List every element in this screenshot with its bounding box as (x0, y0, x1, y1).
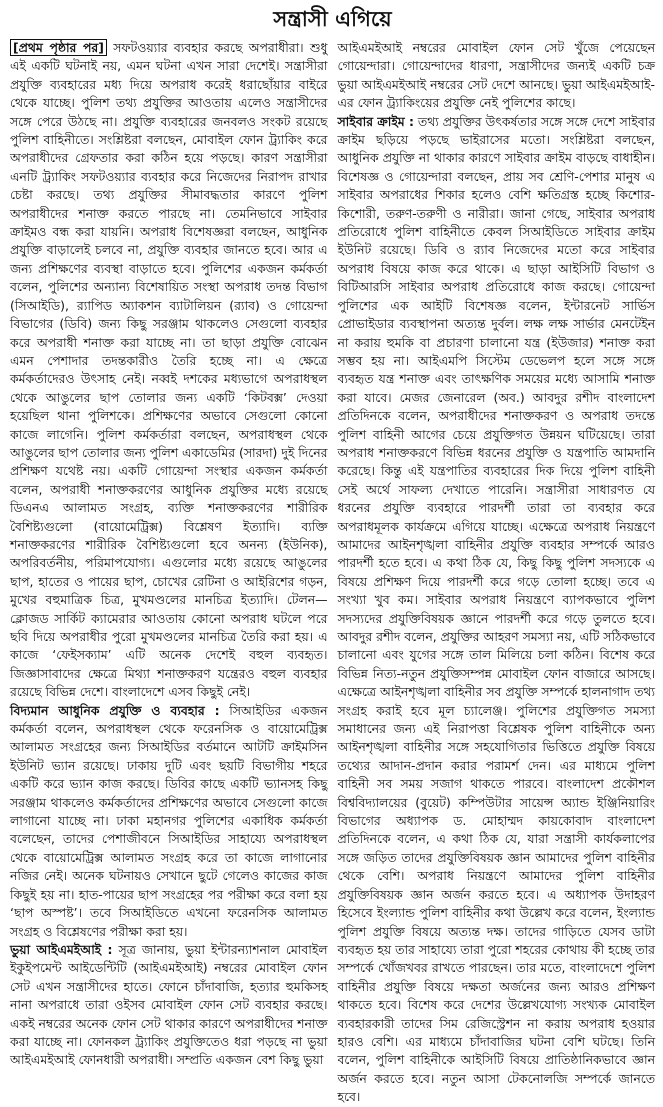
section-subhead: বিদ্যমান আধুনিক প্রযুক্তি ও ব্যবহার : (10, 702, 220, 718)
left-column (10, 39, 328, 1068)
article-columns (10, 39, 656, 1105)
section-subhead: সাইবার ক্রাইম : (337, 113, 414, 129)
headline: সন্ত্রাসী এগিয়ে (273, 7, 392, 31)
paragraph (338, 113, 656, 1107)
paragraph (10, 39, 328, 702)
right-column (337, 39, 656, 1105)
paragraph (10, 941, 328, 1070)
paragraph (338, 39, 656, 113)
paragraph-text: সিআইডির একজন কর্মকর্তা বলেন, অপরাধস্থল থেকে ফরেনসিক ও বায়োমেট্রিক্স আলামত সংগ্রহের জন্য সিআইডির বর্তমানে আটটি ক্রাইমসিন ইউনিট ভ্যান রয়েছে। ঢাকায় দুটি এবং ছয়টি বিভাগীয় শহরে একটি করে ভ্যান কাজ করছে। ডিবির কাছে একটি ভ্যানসহ কিছু সরঞ্জাম থাকলেও কর্মকর্তাদের প্রশিক্ষণের অভাবে সেগুলো কাজে লাগানো যাচ্ছে না। ঢাকা মহানগর পুলিশের একাধিক কর্মকর্তা বলেছেন, তাদের পেশাজীবনে সিআইডির সাহায্যে অপরাধস্থল থেকে বায়োমেট্রিক্স আলামত সংগ্রহ করে তা কাজে লাগানোর নজির নেই। অনেক ঘটনায়ও সেখানে ছুটে গেলেও কাজের কাজ কিছুই হয় না। হাত-পায়ের ছাপ সংগ্রহের পর পরীক্ষা করে বলা হয় ‘ছাপ অস্পষ্ট’। তবে সিআইডিতে এখনো ফরেনসিক আলামত সংগ্রহ ও বিশ্লেষণের পরীক্ষা করা হয়। (10, 702, 328, 939)
paragraph-text: সূত্র জানায়, ভুয়া ইন্টারন্যাশনাল মোবাইল ইকুইপমেন্ট আইডেন্টিটি (আইএমইআই) নম্বরের মোবাইল ফোন সেট এখন সন্ত্রাসীদের হাতে। ফোনে চাঁদাবাজি, হত্যার হুমকিসহ নানা অপরাধে তারা ওইসব মোবাইল ফোন সেট ব্যবহার করছে। একই নম্বরের অনেক ফোন সেট থাকার কারণে অপরাধীদের শনাক্ত করা যাচ্ছে না। ফোনকল ট্র্যাকিং প্রযুক্তিতেও ধরা পড়ছে না ভুয়া আইএমইআই ফোনধারী অপরাধী। সম্প্রতি একজন বেশ কিছু ভুয়া (10, 941, 328, 1068)
paragraph-text: তথ্য প্রযুক্তির উৎকর্ষতার সঙ্গে সঙ্গে দেশে সাইবার ক্রাইম ছড়িয়ে পড়ছে ভাইরাসের মতো। সংশ্লিষ্টরা বলছেন, আধুনিক প্রযুক্তি না থাকার কারণে সাইবার ক্রাইম বাড়ছে বাধাহীন। বিশেষজ্ঞ ও গোয়েন্দারা বলছেন, প্রায় সব শ্রেণি-পেশার মানুষ এ সাইবার অপরাধের শিকার হলেও বেশি ক্ষতিগ্রস্ত হচ্ছে কিশোর-কিশোরী, তরুণ-তরুণী ও নারীরা। জানা গেছে, সাইবার অপরাধ প্রতিরোধে পুলিশ বাহিনীতে কেবল সিআইডিতে সাইবার ক্রাইম ইউনিট রয়েছে। ডিবি ও র‌্যাব নিজেদের মতো করে সাইবার অপরাধ বিষয়ে কাজ করে থাকে। এ ছাড়া আইসিটি বিভাগ ও বিটিআরসি সাইবার অপরাধ প্রতিরোধে কাজ করছে। গোয়েন্দা পুলিশের এক আইটি বিশেষজ্ঞ বলেন, ইন্টারনেট সার্ভিস প্রোভাইডার ব্যবস্থাপনা অত্যন্ত দুর্বল। লক্ষ লক্ষ সার্ভার মেনটেইন না করায় হুমকি বা প্রচারণা চালানো যন্ত্র (ইউজার) শনাক্ত করা সম্ভব হয় না। আইএমপি সিস্টেম ডেভেলপ হলে সঙ্গে সঙ্গে ব্যবহৃত যন্ত্র শনাক্ত এবং তাৎক্ষণিক সময়ের মধ্যে আসামি শনাক্ত করা যাবে। মেজর জেনারেল (অব.) আবদুর রশীদ বাংলাদেশ প্রতিদিনকে বলেন, অপরাধীদের শনাক্তকরণ ও অপরাধ তদন্তে পুলিশ বাহিনী আগের চেয়ে প্রযুক্তিগত উন্নয়ন ঘটিয়েছে। তারা অপরাধ শনাক্তকরণে বিভিন্ন ধরনের প্রযুক্তি ও যন্ত্রপাতি আমদানি করেছে। কিন্তু এই যন্ত্রপাতির ব্যবহারের দিক দিয়ে পুলিশ বাহিনী সেই অর্থে সাফল্য দেখাতে পারেনি। সন্ত্রাসীরা সাধারণত যে ধরনের প্রযুক্তি ব্যবহারে পারদর্শী তারা তা ব্যবহার করে অপরাধমূলক কার্যক্রমে এগিয়ে যাচ্ছে। এক্ষেত্রে অপরাধ নিয়ন্ত্রণে আমাদের আইনশৃঙ্খলা বাহিনীর প্রযুক্তি ব্যবহার সম্পর্কে আরও পারদর্শী হতে হবে। এ কথা ঠিক যে, কিছু কিছু পুলিশ সদস্যকে এ বিষয়ে প্রশিক্ষণ দিয়ে পারদর্শী করে গড়ে তোলা হচ্ছে। তবে এ সংখ্যা খুব কম। সাইবার অপরাধ নিয়ন্ত্রণে ব্যাপকভাবে পুলিশ সদস্যদের প্রযুক্তিবিষয়ক জ্ঞানে পারদর্শী করে গড়ে তুলতে হবে। আবদুর রশীদ বলেন, প্রযুক্তির আহরণ সমস্যা নয়, এটি সঠিকভাবে চালানো এবং যুগের সঙ্গে তাল মিলিয়ে চলা কঠিন। বিশেষ করে বিভিন্ন নিত্য-নতুন প্রযুক্তিসম্পন্ন মোবাইল ফোন বাজারে আসছে। এক্ষেত্রে আইনশৃঙ্খলা বাহিনীর সব প্রযুক্তি সম্পর্কে হালনাগাদ তথ্য সংগ্রহ করাই হবে মূল চ্যালেঞ্জ। পুলিশের প্রযুক্তিগত সমস্যা সমাধানের জন্য এই নিরাপত্তা বিশ্লেষক পুলিশ বাহিনীকে অন্য আইনশৃঙ্খলা বাহিনীর সঙ্গে সহযোগিতার ভিত্তিতে প্রযুক্তি বিষয়ে তথ্যের আদান-প্রদান করার পরামর্শ দেন। এর মাধ্যমে পুলিশ বাহিনী সব সময় সজাগ থাকতে পারবে। বাংলাদেশ প্রকৌশল বিশ্ববিদ্যালয়ের (বুয়েট) কম্পিউটার সায়েন্স অ্যান্ড ইঞ্জিনিয়ারিং বিভাগের অধ্যাপক ড. মোহাম্মদ কায়কোবাদ বাংলাদেশ প্রতিদিনকে বলেন, এ কথা ঠিক যে, যারা সন্ত্রাসী কার্যকলাপের সঙ্গে জড়িত তাদের প্রযুক্তিবিষয়ক জ্ঞান আমাদের পুলিশ বাহিনীর থেকে বেশি। অপরাধ নিয়ন্ত্রণে আমাদের পুলিশ বাহিনীর প্রযুক্তিবিষয়ক জ্ঞান অর্জন করতে হবে। এ অধ্যাপক উদাহরণ হিসেবে ইংল্যান্ড পুলিশ বাহিনীর কথা উল্লেখ করে বলেন, ইংল্যান্ড পুলিশ প্রযুক্তি বিষয়ে অত্যন্ত দক্ষ। তাদের গাড়িতে যেসব ডাটা ব্যবহৃত হয় তার সাহায্যে তারা পুরো শহরের কোথায় কী হচ্ছে তার সম্পর্কে খোঁজখবর রাখতে পারছেন। তার মতে, বাংলাদেশে পুলিশ বাহিনীর প্রযুক্তি বিষয়ে দক্ষতা অর্জনের জন্য আরও প্রশিক্ষণ থাকতে হবে। বিশেষ করে দেশের উল্লেখযোগ্য সংখ্যক মোবাইল ব্যবহারকারী তাদের সিম রেজিস্ট্রেশন না করায় অপরাধ হওয়ার হারও বেশি। এর মাধ্যমে চাঁদাবাজির ঘটনা বেশি ঘটছে। তিনি বলেন, পুলিশ বাহিনীকে আইসিটি বিষয়ে প্রাতিষ্ঠানিকভাবে জ্ঞান অর্জন করতে হবে। নতুন আসা টেকনোলজি সম্পর্কে জানতে হবে। (337, 113, 656, 1105)
section-subhead: ভুয়া আইএমইআই : (10, 941, 113, 957)
paragraph (10, 702, 328, 941)
paragraph-text: সফটওয়্যার ব্যবহার করছে অপরাধীরা। শুধু এই একটি ঘটনাই নয়, এমন ঘটনা এখন সারা দেশেই। সন্ত্রাসীরা প্রযুক্তি ব্যবহারের মধ্য দিয়ে অপরাধ করেই ধরাছোঁয়ার বাইরে থেকে যাচ্ছে। পুলিশ তথ্য প্রযুক্তির আওতায় এলেও সন্ত্রাসীদের সঙ্গে পেরে উঠছে না। প্রযুক্তি ব্যবহারের জনবলও সংকট রয়েছে পুলিশ বাহিনীতে। সংশ্লিষ্টরা বলছেন, মোবাইল ফোন ট্র্যাকিং করে অপরাধীদের গ্রেফতার করা কঠিন হয়ে পড়ছে। কারণ সন্ত্রাসীরা এনটি ট্র্যাকিং সফটওয়্যার ব্যবহার করে নিজেদের নিরাপদ রাখার চেষ্টা করছে। তথ্য প্রযুক্তির সীমাবদ্ধতার কারণে পুলিশ অপরাধীদের শনাক্ত করতে পারছে না। তেমনিভাবে সাইবার ক্রাইমও বন্ধ করা যায়নি। অপরাধ বিশেষজ্ঞরা বলছেন, আধুনিক প্রযুক্তি বাড়ালেই চলবে না, প্রযুক্তি ব্যবহার জানতে হবে। আর এ জন্য প্রশিক্ষণের ব্যবস্থা বাড়াতে হবে। পুলিশের একজন কর্মকর্তা বলেন, পুলিশের অন্যান্য বিশেষায়িত সংস্থা অপরাধ তদন্ত বিভাগ (সিআইডি), র‌্যাপিড অ্যাকশন ব্যাটালিয়ন (র‌্যাব) ও গোয়েন্দা বিভাগের (ডিবি) জন্য কিছু সরঞ্জাম থাকলেও সেগুলো ব্যবহার করে অপরাধী শনাক্ত করা যাচ্ছে না। তা ছাড়া প্রযুক্তি বোঝেন এমন পেশাদার তদন্তকারীও তৈরি হচ্ছে না। এ ক্ষেত্রে কর্মকর্তাদেরও উৎসাহ নেই। নব্বই দশকের মধ্যভাগে অপরাধস্থল থেকে আঙুলের ছাপ তোলার জন্য একটি ‘কিটবক্স’ দেওয়া হয়েছিল থানা পুলিশকে। প্রশিক্ষণের অভাবে সেগুলো কোনো কাজে লাগেনি। পুলিশ কর্মকর্তারা বলছেন, অপরাধস্থল থেকে আঙুলের ছাপ তোলার জন্য পুলিশ একাডেমির (সারদা) দুই দিনের প্রশিক্ষণ যথেষ্ট নয়। একটি গোয়েন্দা সংস্থার একজন কর্মকর্তা বলেন, অপরাধী শনাক্তকরণের আধুনিক প্রযুক্তির মধ্যে রয়েছে ডিএনএ আলামত সংগ্রহ, ব্যক্তি শনাক্তকরণের শারীরিক বৈশিষ্ট্যগুলো (বায়োমেট্রিক্স) বিশ্লেষণ ইত্যাদি। ব্যক্তি শনাক্তকরণের শারীরিক বৈশিষ্ট্যগুলো হবে অনন্য (ইউনিক), অপরিবর্তনীয়, পরিমাপযোগ্য। এগুলোর মধ্যে রয়েছে আঙুলের ছাপ, হাতের ও পায়ের ছাপ, চোখের রেটিনা ও আইরিশের গড়ন, মুখের বহুমাত্রিক চিত্র, মুখমণ্ডলের মানচিত্র ইত্যাদি। টেলন—ক্লোজড সার্কিট ক্যামেরার আওতায় কোনো অপরাধ ঘটলে পরে ছবি দিয়ে অপরাধীর পুরো মুখমণ্ডলের মানচিত্র তৈরি করা হয়। এ কাজে ‘ফেইসক্যাম’ এটি অনেক দেশেই বহুল ব্যবহৃত। জিজ্ঞাসাবাদের ক্ষেত্রে মিথ্যা শনাক্তকরণ যন্ত্রেরও বহুল ব্যবহার রয়েছে বিভিন্ন দেশে। বাংলাদেশে এসব কিছুই নেই। (10, 40, 328, 700)
section-subhead: [প্রথম পৃষ্ঠার পর] (10, 39, 107, 56)
paragraph-text: আইএমইআই নম্বরের মোবাইল ফোন সেট খুঁজে পেয়েছেন গোয়েন্দারা। গোয়েন্দাদের ধারণা, সন্ত্রাসীদের জন্যই একটি চক্র ভুয়া আইএমইআই নম্বরের সেট দেশে আনছে। ভুয়া আইএমইআই-এর ফোন ট্র্যাকিংয়ের প্রযুক্তি নেই পুলিশের কাছে। (337, 40, 655, 111)
